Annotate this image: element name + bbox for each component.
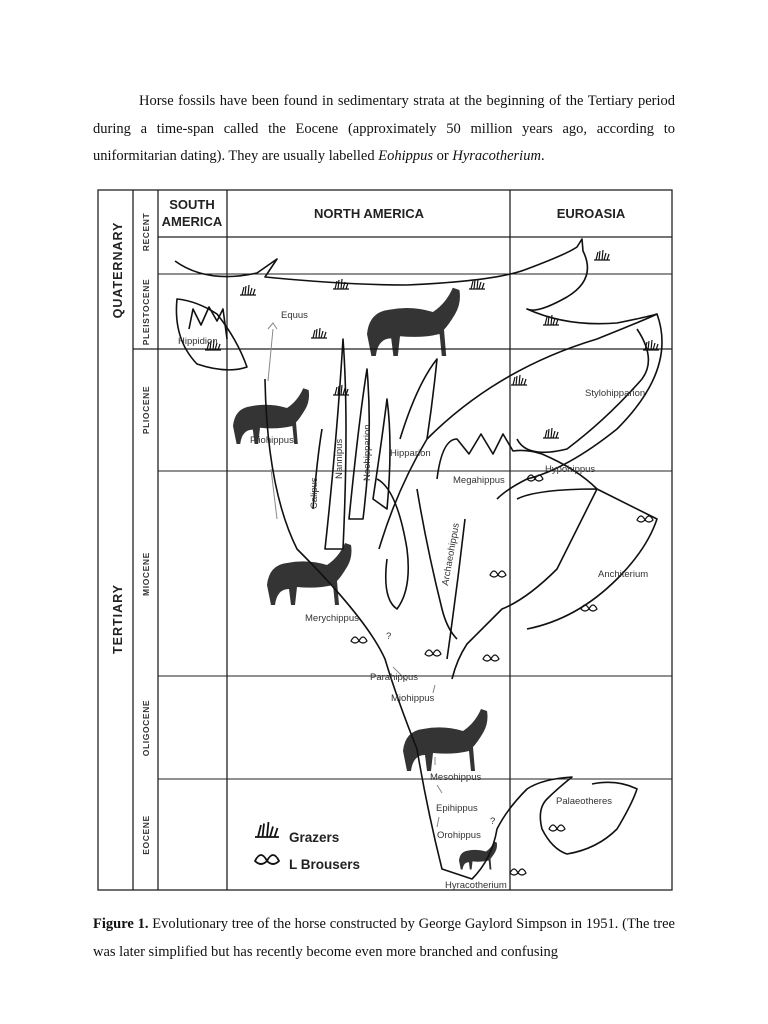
epoch-pliocene: PLIOCENE <box>141 385 151 435</box>
label-mesohippus: Mesohippus <box>430 772 482 783</box>
era-tertiary: TERTIARY <box>111 583 125 655</box>
label-hippidion: Hippidion <box>178 336 218 347</box>
eohippus-term: Eohippus <box>378 148 433 164</box>
horse-silhouette-equus <box>367 288 460 356</box>
intro-text-end: . <box>540 148 545 164</box>
figure-caption <box>93 911 675 966</box>
legend-browsers: L Brousers <box>289 857 361 872</box>
label-equus: Equus <box>281 310 308 321</box>
horse-silhouette-merychippus <box>267 543 352 605</box>
epoch-recent: RECENT <box>141 212 151 252</box>
label-hyracotherium: Hyracotherium <box>445 880 507 891</box>
epoch-oligocene: OLIGOCENE <box>141 699 151 757</box>
label-megahippus: Megahippus <box>453 475 505 486</box>
region-south-america-1: SOUTH <box>169 197 215 212</box>
era-quaternary: QUATERNARY <box>111 221 125 319</box>
epoch-miocene: MIOCENE <box>141 552 151 596</box>
horse-silhouette-hyracotherium <box>459 842 497 870</box>
caption-label: Figure 1. <box>93 916 149 932</box>
intro-text-or: or <box>433 148 453 164</box>
label-orohippus: Orohippus <box>437 830 481 841</box>
legend <box>255 822 360 872</box>
label-stylohipparion: Stylohipparion <box>585 388 646 399</box>
question-mark-1: ? <box>386 631 392 642</box>
epoch-eocene: EOCENE <box>141 815 151 855</box>
epoch-pleistocene: PLEISTOCENE <box>141 278 151 346</box>
label-nannippus: Nannipus <box>334 438 345 479</box>
label-parahippus: Parahippus <box>370 672 419 683</box>
label-hypohippus: Hypohippus <box>545 464 596 475</box>
label-palaeotheres: Palaeotheres <box>556 796 612 807</box>
label-miohippus: Miohippus <box>391 693 435 704</box>
region-south-america-2: AMERICA <box>161 214 223 229</box>
hyracotherium-term: Hyracotherium <box>452 148 541 164</box>
label-merychippus: Merychippus <box>305 613 359 624</box>
label-anchiterium: Anchiterium <box>598 569 649 580</box>
intro-paragraph <box>93 88 675 171</box>
label-epihippus: Epihippus <box>436 803 478 814</box>
region-euroasia: EUROASIA <box>556 206 626 221</box>
label-archaeohippus: Archaeohippus <box>440 522 462 587</box>
question-mark-2: ? <box>490 816 496 827</box>
region-north-america: NORTH AMERICA <box>313 206 425 221</box>
label-calippus: Calipus <box>309 477 320 509</box>
label-hipparion: Hipparion <box>390 448 431 459</box>
horse-silhouette-miohippus <box>403 709 488 771</box>
intro-text: Horse fossils have been found in sedimentary strata at the beginning of the Tertiary period during a time-span called the Eocene (approximately 50 million years ago, according to uniformitarian dating). They are usually labelled <box>93 93 675 164</box>
horse-evolution-figure <box>97 189 674 893</box>
timeline-grid <box>98 190 672 890</box>
label-pliohippus: Pliohippus <box>250 435 294 446</box>
label-neohipparion: Neohipparion <box>362 424 373 481</box>
legend-grazers: Grazers <box>289 830 340 845</box>
caption-text: Evolutionary tree of the horse constructed by George Gaylord Simpson in 1951. (The tree was later simplified but has recently become even more branched and confusing <box>93 916 675 960</box>
